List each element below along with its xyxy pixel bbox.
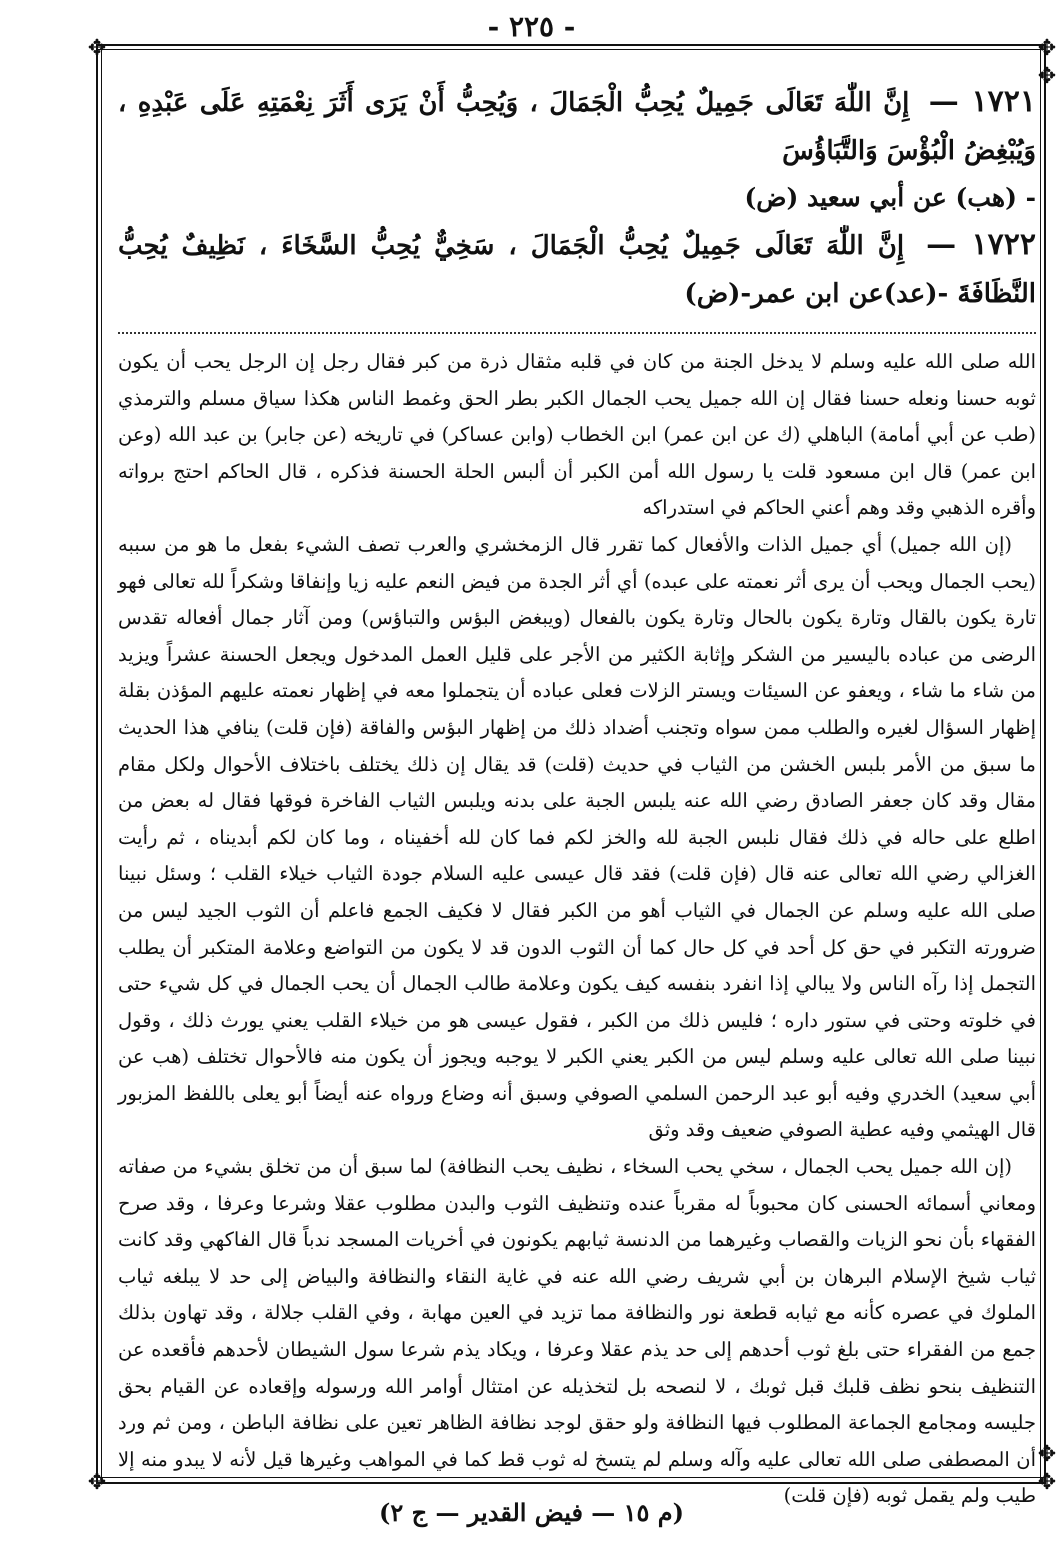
corner-ornament-icon: ✥ <box>1037 1470 1057 1495</box>
side-ornament-icon: ✥ <box>1037 1442 1057 1467</box>
section-divider <box>118 332 1036 334</box>
hadith-1721 <box>118 78 1036 175</box>
commentary-paragraph: الله صلى الله عليه وسلم لا يدخل الجنة من كان في قلبه مثقال ذرة من كبر فقال رجل إن الرجل يحب أن يكون ثوبه حسنا ونعله حسنا فقال إن الله جميل يحب الجمال الكبر بطر الحق وغمط الناس هكذا سياق مسلم والترمذي (طب عن أبي أمامة) الباهلي (ك عن ابن عمر) ابن الخطاب (وابن عساكر) في تاريخه (عن جابر) بن عبد الله (وعن ابن عمر) قال ابن مسعود قلت يا رسول الله أمن الكبر أن ألبس الحلة الحسنة فذكره ، قال الحاكم احتج برواته وأقره الذهبي وقد وهم أعني الحاكم في استدراكه <box>118 350 1036 520</box>
hadith-text: إِنَّ اللّٰهَ تَعَالَى جَمِيلٌ يُحِبُّ الْجَمَالَ ، وَيُحِبُّ أَنْ يَرَى أَثَرَ نِعْمَتِهِ عَلَى عَبْدِهِ ، وَيُبْغِضُ الْبُؤْسَ وَالتَّبَاؤُسَ <box>118 88 1036 166</box>
corner-ornament-icon: ✥ <box>87 36 107 61</box>
hadith-number: ١٧٢٢ — <box>926 227 1036 262</box>
commentary-paragraph: (إن الله جميل يحب الجمال ، سخي يحب السخاء ، نظيف يحب النظافة) لما سبق أن من تخلق بشيء من صفاته ومعاني أسمائه الحسنى كان محبوباً له مقرباً عنده وتنظيف الثوب والبدن مطلوب عقلا وشرعا وعرفا ، وقد صرح الفقهاء بأن نحو الزيات والقصاب وغيرهما من الدنسة ثيابهم يكونون في أخريات المسجد ندباً قال الفاكهي وقد كانت ثياب شيخ الإسلام البرهان بن أبي شريف رضي الله عنه في غاية النقاء والنظافة والبياض إلى حد لا يبلغه ثياب الملوك في عصره كأنه مع ثيابه قطعة نور والنظافة مما تزيد في العين مهابة ، وفي القلب جلالة ، وقد تهاون بذلك جمع من الفقراء حتى بلغ ثوب أحدهم إلى حد يذم عقلا وعرفا ، ويكاد يذم شرعا سول الشيطان لأحدهم فأقعده عن التنظيف بنحو نظف قلبك قبل ثوبك ، لا لنصحه بل لتخذيله عن امتثال أوامر الله ورسوله وإقعاده عن القيام بحق جليسه ومجامع الجماعة المطلوب فيها النظافة ولو حقق لوجد نظافة الظاهر تعين على نظافة الباطن ، ومن ثم ورد أن المصطفى صلى الله تعالى عليه وآله وسلم لم يتسخ له ثوب قط كما في المواهب وغيرها قيل لأنه لا يبدو منه إلا طيب ولم يقمل ثوبه (فإن قلت) <box>118 1155 1036 1508</box>
hadith-number: ١٧٢١ — <box>928 84 1036 119</box>
corner-ornament-icon: ✥ <box>1037 36 1057 61</box>
frame-top-rule <box>96 44 1046 46</box>
frame-left-rule <box>96 44 98 1484</box>
frame-right-rule <box>1044 44 1046 1484</box>
page-footer: (م ١٥ — فيض القدير — ج ٢) <box>379 1498 684 1527</box>
hadith-text: إِنَّ اللّٰهَ تَعَالَى جَمِيلٌ يُحِبُّ الْجَمَالَ ، سَخِيٌّ يُحِبُّ السَّخَاءَ ، نَظِيفٌ يُحِبُّ النَّظَافَةَ -(عد)عن ابن عمر-(ض) <box>118 231 1036 309</box>
page-number: - ٢٢٥ - <box>487 10 576 43</box>
hadith-1722 <box>118 221 1036 318</box>
frame-left-rule-inner <box>101 44 102 1484</box>
frame-right-rule-inner <box>1040 44 1041 1484</box>
side-ornament-icon: ✥ <box>1037 64 1057 89</box>
frame-top-rule-inner <box>96 49 1046 50</box>
hadith-source: - (هب) عن أبي سعيد (ض) <box>744 183 1036 212</box>
page-content <box>118 78 1036 1515</box>
corner-ornament-icon: ✥ <box>87 1470 107 1495</box>
commentary-paragraph: (إن الله جميل) أي جميل الذات والأفعال كما تقرر قال الزمخشري والعرب تصف الشيء بفعل ما هو من سببه (يحب الجمال ويحب أن يرى أثر نعمته على عبده) أي أثر الجدة من فيض النعم عليه زيا وإنفاقا وشكراً لله تعالى فهو تارة يكون بالقال وتارة يكون بالحال وتارة يكون بالفعال (ويبغض البؤس والتباؤس) ومن آثار جمال أفعاله تقدس الرضى من عباده باليسير من الشكر وإثابة الكثير من الأجر على قليل العمل المدخول ويجعل الحسنة عشراً ويزيد من شاء ما شاء ، ويعفو عن السيئات ويستر الزلات فعلى عباده أن يتجملوا معه في إظهار نعمته عليهم المؤذن بقلة إظهار السؤال لغيره والطلب ممن سواه وتجنب أضداد ذلك من إظهار البؤس والفاقة (فإن قلت) ينافي هذا الحديث ما سبق من الأمر بلبس الخشن من الثياب في حديث (قلت) قد يقال إن ذلك يختلف باختلاف الأحوال ولكل مقام مقال وقد كان جعفر الصادق رضي الله عنه يلبس الجبة على بدنه ويلبس الثياب الفاخرة فوقها فقال له بعض من اطلع على حاله في ذلك فقال نلبس الجبة لله والخز لكم فما كان لله أخفيناه ، وما كان لكم أبديناه ، ثم رأيت الغزالي رضي الله تعالى عنه قال (فإن قلت) فقد قال عيسى عليه السلام جودة الثياب خيلاء القلب ؛ وسئل نبينا صلى الله عليه وسلم عن الجمال في الثياب أهو من الكبر فقال لا فكيف الجمع فاعلم أن الثوب الجيد ليس من ضرورته التكبر في حق كل أحد في كل حال كما أن الثوب الدون قد لا يكون من التواضع وعلامة المتكبر أن يطلب التجمل إذا رآه الناس ولا يبالي إذا انفرد بنفسه كيف يكون وعلامة طالب الجمال أن يحب الجمال في كل شيء حتى في خلوته وحتى في ستور داره ؛ فليس ذلك من الكبر ، فقول عيسى هو من خيلاء القلب يعني يورث ذلك ، وقول نبينا صلى الله تعالى عليه وسلم ليس من الكبر يعني الكبر لا يوجبه ويجوز أن يكون منه فالأحوال تختلف (هب عن أبي سعيد) الخدري وفيه أبو عبد الرحمن السلمي الصوفي وسبق أنه وضاع ورواه عنه أيضاً أبو يعلى باللفظ المزبور قال الهيثمي وفيه عطية الصوفي ضعيف وقد وثق <box>118 532 1036 1142</box>
